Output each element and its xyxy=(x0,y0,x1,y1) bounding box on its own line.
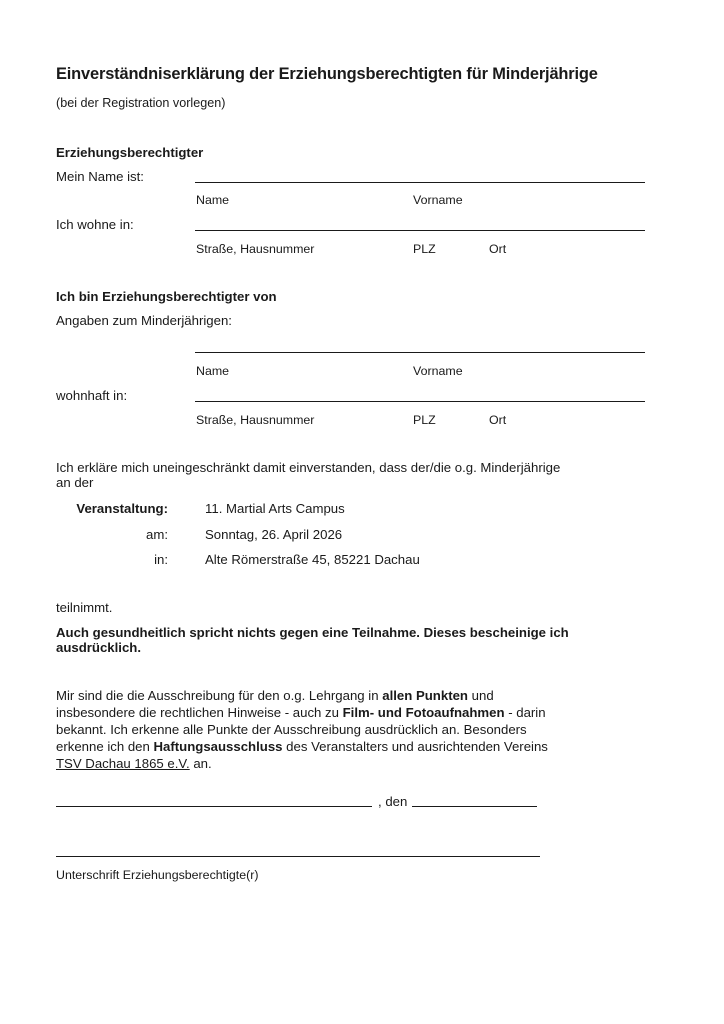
terms-line-1 xyxy=(56,687,494,705)
page-subtitle: (bei der Registration vorlegen) xyxy=(56,96,226,110)
event-date-label: am: xyxy=(146,527,168,542)
terms-text-1b: allen Punkten xyxy=(382,688,468,703)
minor-section-heading: Ich bin Erziehungsberechtigter von xyxy=(56,289,277,304)
guardian-address-input-rule[interactable] xyxy=(195,230,645,231)
guardian-city-caption: Ort xyxy=(489,242,507,256)
terms-text-4b: Haftungsausschluss xyxy=(153,739,283,754)
minor-address-label: wohnhaft in: xyxy=(56,388,128,403)
event-value: 11. Martial Arts Campus xyxy=(205,501,345,516)
minor-name-caption: Name xyxy=(196,364,230,378)
guardian-name-input-rule[interactable] xyxy=(195,182,645,183)
event-place-label: in: xyxy=(154,552,168,567)
terms-text-2b: Film- und Fotoaufnahmen xyxy=(342,705,505,720)
terms-line-4 xyxy=(56,738,548,756)
declaration-line-2: an der xyxy=(56,475,94,490)
terms-text-5b: an. xyxy=(189,756,212,771)
terms-line-2 xyxy=(56,704,546,722)
terms-text-4c: des Veranstalters und ausrichtenden Vereins xyxy=(282,739,548,754)
terms-line-3: bekannt. Ich erkenne alle Punkte der Ausschreibung ausdrücklich an. Besonders xyxy=(56,722,527,737)
guardian-section-heading: Erziehungsberechtigter xyxy=(56,145,204,160)
health-statement-line-1: Auch gesundheitlich spricht nichts gegen eine Teilnahme. Dieses bescheinige ich xyxy=(56,625,569,640)
guardian-name-label: Mein Name ist: xyxy=(56,169,144,184)
terms-text-2a: insbesondere die rechtlichen Hinweise - auch zu xyxy=(56,705,343,720)
guardian-street-caption: Straße, Hausnummer xyxy=(196,242,315,256)
minor-name-input-rule[interactable] xyxy=(195,352,645,353)
event-place-value: Alte Römerstraße 45, 85221 Dachau xyxy=(205,552,420,567)
guardian-address-label: Ich wohne in: xyxy=(56,217,134,232)
guardian-firstname-caption: Vorname xyxy=(413,193,463,207)
date-input-rule[interactable] xyxy=(412,806,537,807)
place-signature-rule[interactable] xyxy=(56,806,372,807)
event-date-value: Sonntag, 26. April 2026 xyxy=(205,527,343,542)
terms-text-2c: - darin xyxy=(504,705,546,720)
participation-text: teilnimmt. xyxy=(56,600,113,615)
minor-zip-caption: PLZ xyxy=(413,413,436,427)
minor-city-caption: Ort xyxy=(489,413,507,427)
health-statement-line-2: ausdrücklich. xyxy=(56,640,142,655)
date-separator-label: , den xyxy=(378,794,408,809)
guardian-zip-caption: PLZ xyxy=(413,242,436,256)
declaration-line-1: Ich erkläre mich uneingeschränkt damit einverstanden, dass der/die o.g. Minderjährige xyxy=(56,460,561,475)
terms-text-4a: erkenne ich den xyxy=(56,739,154,754)
guardian-name-caption: Name xyxy=(196,193,230,207)
terms-text-1c: und xyxy=(467,688,494,703)
signature-rule[interactable] xyxy=(56,856,540,857)
page-title: Einverständniserklärung der Erziehungsberechtigten für Minderjährige xyxy=(56,65,598,83)
organizer-club-name: TSV Dachau 1865 e.V. xyxy=(56,756,190,771)
terms-line-5 xyxy=(56,755,212,773)
signature-caption: Unterschrift Erziehungsberechtigte(r) xyxy=(56,868,259,882)
event-label: Veranstaltung: xyxy=(76,501,168,516)
minor-section-intro: Angaben zum Minderjährigen: xyxy=(56,313,232,328)
minor-street-caption: Straße, Hausnummer xyxy=(196,413,315,427)
terms-text-1a: Mir sind die die Ausschreibung für den o.g. Lehrgang in xyxy=(56,688,383,703)
minor-firstname-caption: Vorname xyxy=(413,364,463,378)
minor-address-input-rule[interactable] xyxy=(195,401,645,402)
